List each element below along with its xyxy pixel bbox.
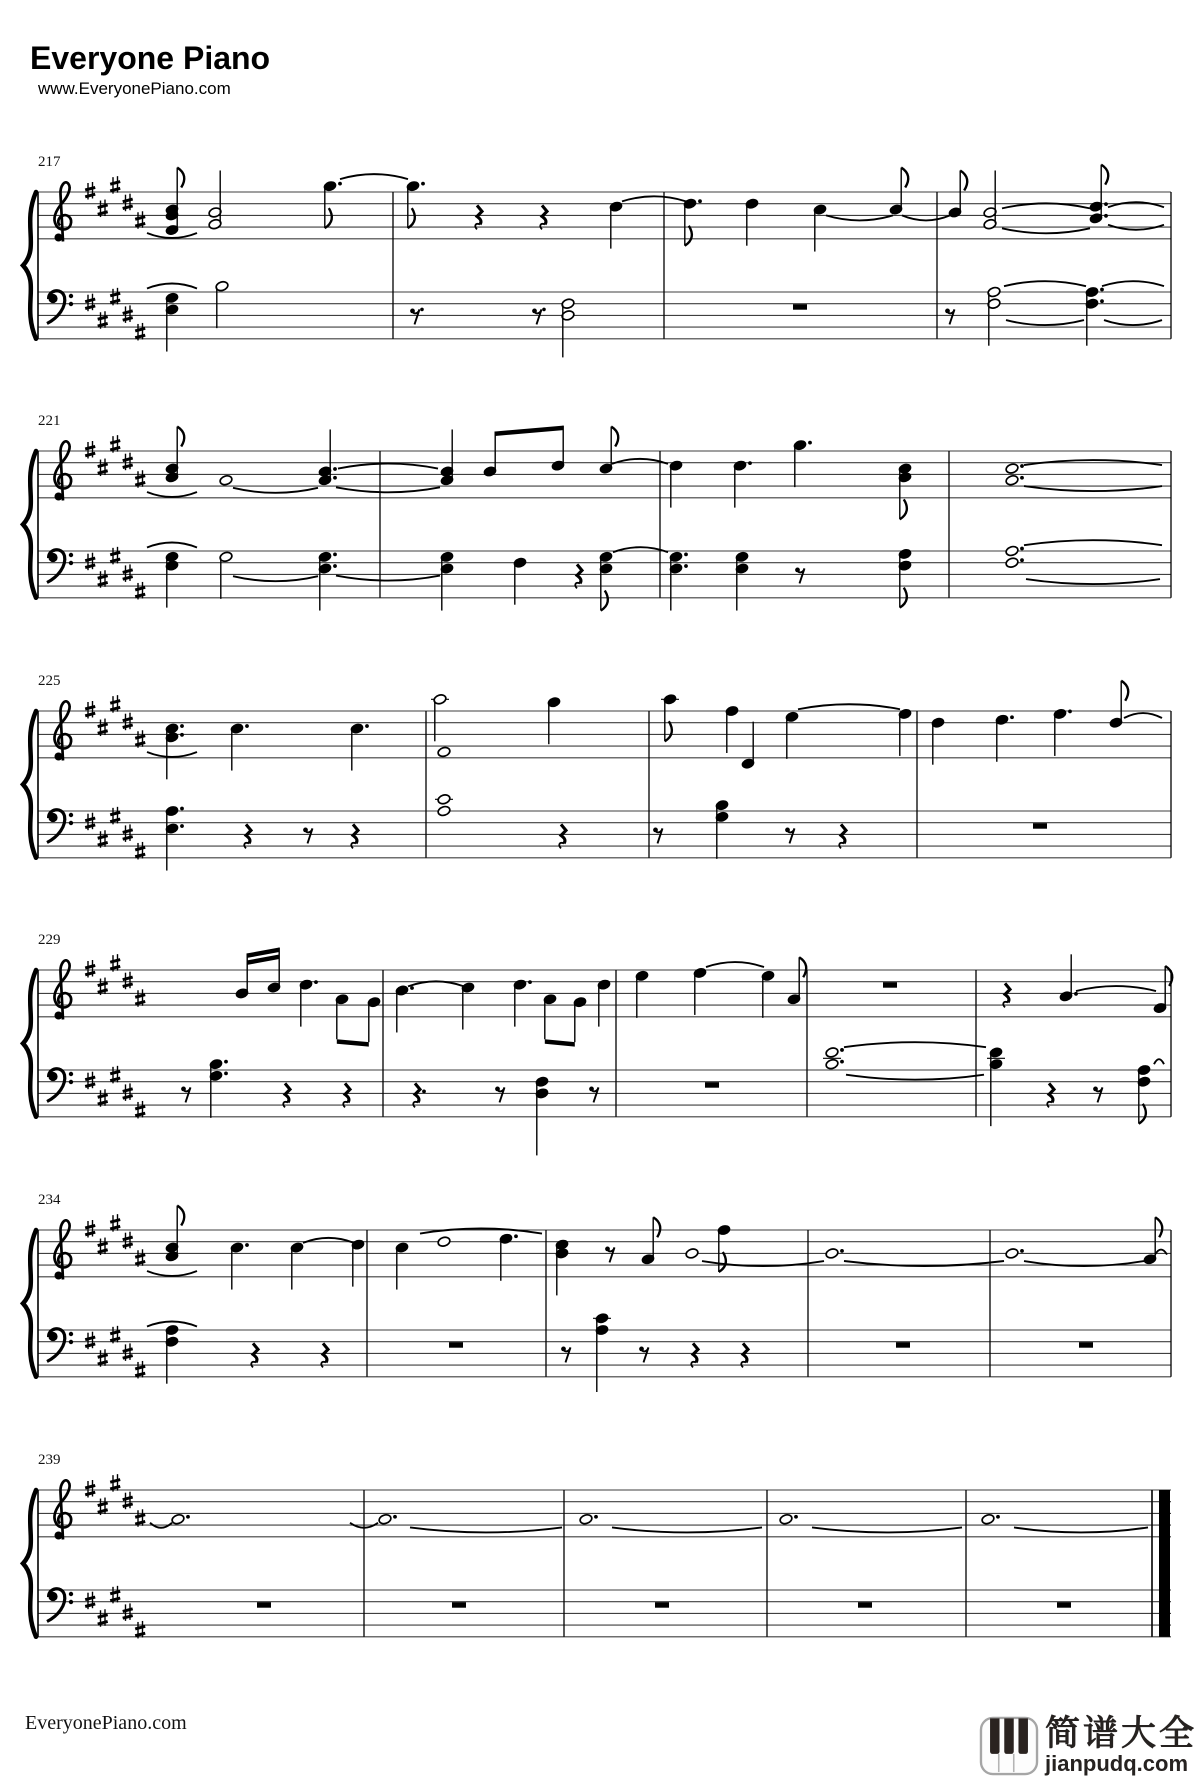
system-229 [23, 932, 1172, 1155]
measure-number-229: 229 [38, 932, 61, 948]
measure-number-221: 221 [38, 413, 61, 429]
system-225 [23, 673, 1171, 871]
footer-site-link: EveryonePiano.com [25, 1712, 187, 1734]
system-217 [23, 154, 1171, 357]
logo-text-block [1045, 1716, 1197, 1776]
page-title: Everyone Piano [30, 40, 271, 76]
site-logo [978, 1716, 1197, 1776]
logo-domain: jianpudq.com [1045, 1751, 1188, 1776]
measure-number-217: 217 [38, 154, 61, 170]
measure-number-234: 234 [38, 1192, 61, 1208]
system-239 [23, 1452, 1171, 1638]
system-221 [23, 413, 1171, 611]
site-url: www.EveryonePiano.com [38, 79, 231, 98]
measure-number-225: 225 [38, 673, 61, 689]
system-234 [23, 1192, 1171, 1392]
piano-logo-icon [978, 1716, 1040, 1776]
measure-number-239: 239 [38, 1452, 61, 1468]
logo-title: 简谱大全 [1045, 1714, 1198, 1753]
